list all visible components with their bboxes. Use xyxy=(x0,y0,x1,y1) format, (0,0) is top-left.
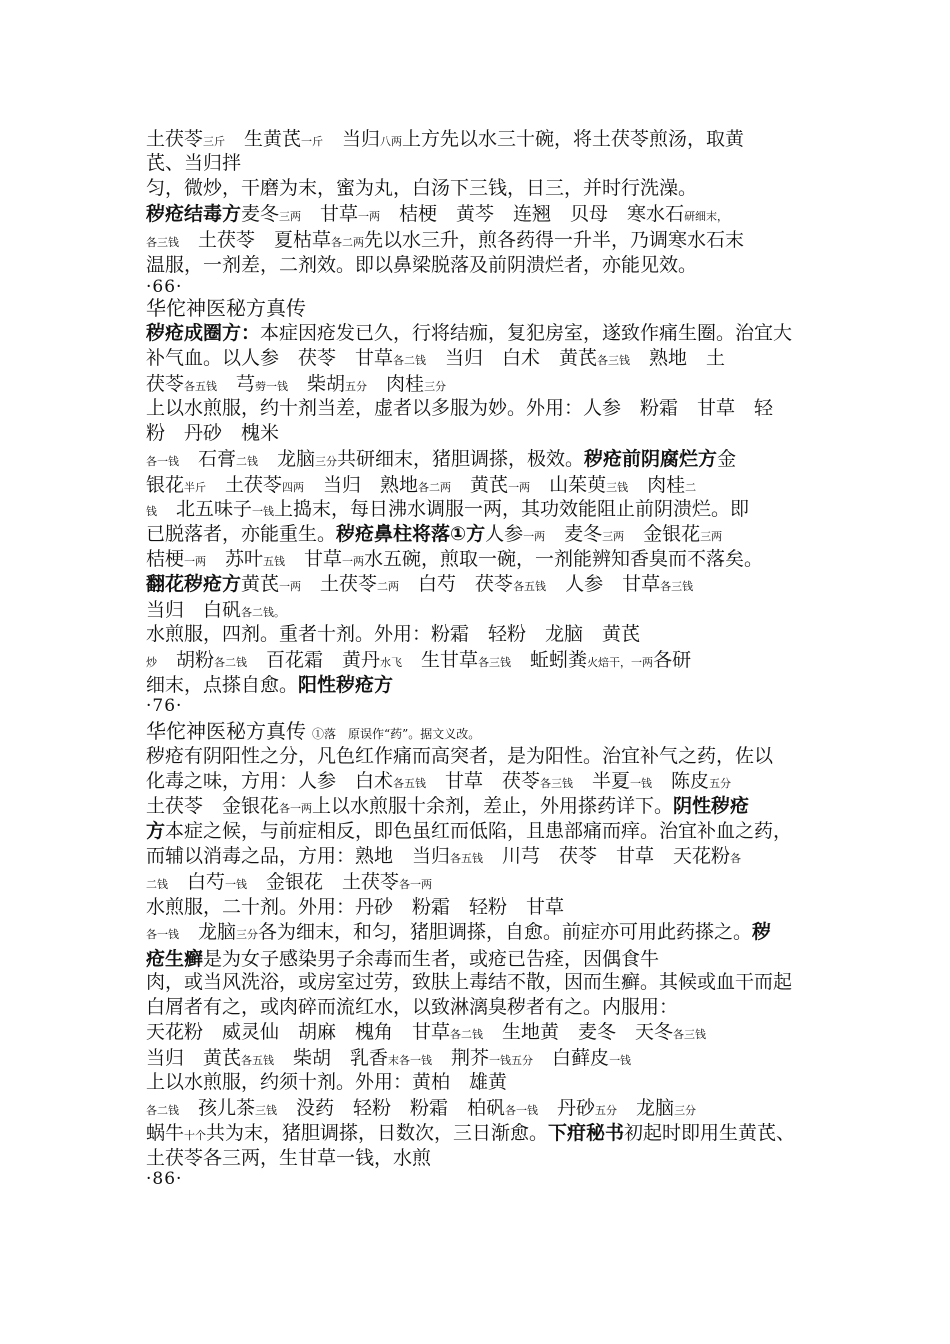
text-line xyxy=(146,769,731,796)
text-run: 各研 xyxy=(653,649,692,671)
text-line xyxy=(146,572,693,599)
small-annotation: 各二钱。 xyxy=(241,606,286,619)
text-run: 当归 黄芪 xyxy=(146,1047,242,1069)
small-annotation: 各二两 xyxy=(331,236,365,249)
text-line xyxy=(146,1166,182,1191)
text-line xyxy=(146,522,722,549)
text-run: 匀，微炒，干磨为末，蜜为丸，白汤下三钱，日三，并时行洗澡。 xyxy=(146,177,698,199)
text-line xyxy=(146,396,773,420)
small-annotation: 各三钱 xyxy=(540,777,574,790)
page-number: ·76· xyxy=(146,696,183,716)
small-annotation: 一斤 xyxy=(301,135,324,148)
text-run: 白屑者有之，或肉碎而流红水，以致淋漓臭秽者有之。内服用： xyxy=(146,996,679,1018)
text-run: 白芍 茯苓 xyxy=(399,573,514,595)
text-line xyxy=(146,127,744,154)
small-annotation: 末各一钱 xyxy=(388,1054,433,1067)
small-annotation: 三钱 xyxy=(606,481,629,494)
text-run: 银花 xyxy=(146,474,185,496)
small-annotation: 各五钱 xyxy=(184,380,218,393)
text-line xyxy=(146,151,241,175)
text-line xyxy=(146,719,480,746)
text-line xyxy=(146,473,696,500)
text-run: 生地黄 麦冬 天冬 xyxy=(483,1021,674,1043)
text-run: 土茯苓 夏枯草 xyxy=(179,229,332,251)
text-run: 甘草 茯苓 xyxy=(426,770,541,792)
small-annotation: 一钱 xyxy=(630,777,653,790)
text-line xyxy=(146,1096,696,1123)
text-run: 麦冬 xyxy=(545,523,603,545)
text-run: 水煎服，二十剂。外用：丹砂 粉霜 轻粉 甘草 xyxy=(146,896,565,918)
prescription-heading: 秽疮结毒方 xyxy=(146,203,242,225)
text-run: 先以水三升，煎各药得一升半，乃调寒水石末 xyxy=(364,229,745,251)
small-annotation: 各一两 xyxy=(399,878,433,891)
text-run: 而辅以消毒之品，方用：熟地 当归 xyxy=(146,845,451,867)
text-run: 当归 白术 黄芪 xyxy=(426,347,598,369)
small-annotation: 一两 xyxy=(342,555,365,568)
text-line xyxy=(146,202,728,229)
text-line xyxy=(146,648,691,675)
small-annotation: 一两 xyxy=(279,580,302,593)
text-line xyxy=(146,947,659,971)
text-run: 半夏 xyxy=(573,770,631,792)
small-annotation: 二钱 xyxy=(146,878,168,891)
text-run: 当归 熟地 xyxy=(304,474,419,496)
small-annotation: 一两 xyxy=(184,555,207,568)
small-annotation: 十个 xyxy=(184,1129,207,1142)
text-run: 化毒之味，方用：人参 白术 xyxy=(146,770,394,792)
text-run: 龙脑 xyxy=(258,448,316,470)
text-run: 丹砂 xyxy=(538,1097,596,1119)
text-run: 甘草 xyxy=(285,548,343,570)
text-line xyxy=(146,1020,706,1047)
text-run: 补气血。以人参 茯苓 甘草 xyxy=(146,347,394,369)
small-annotation: 一钱 xyxy=(225,878,248,891)
text-run: 麦冬 xyxy=(241,203,280,225)
text-line xyxy=(146,870,432,897)
text-run: 水五碗，煎取一碗，一剂能辨知香臭而不落矣。 xyxy=(364,548,764,570)
prescription-heading: 翻花秽疮方 xyxy=(146,573,242,595)
small-annotation: 一两 xyxy=(358,210,381,223)
text-line xyxy=(146,970,792,994)
small-annotation: 一两 xyxy=(508,481,531,494)
text-line xyxy=(146,228,744,255)
text-run: 细末，点搽自愈。 xyxy=(146,674,299,696)
text-run: 山茱萸 xyxy=(530,474,607,496)
text-line xyxy=(146,372,446,399)
text-run: 芎 xyxy=(217,373,256,395)
text-line xyxy=(146,176,697,200)
text-run: 秽疮有阴阳性之分，凡色红作痛而高突者，是为阳性。治宜补气之药，佐以 xyxy=(146,745,774,767)
small-annotation: 二两 xyxy=(377,580,400,593)
text-run: 已脱落者，亦能重生。 xyxy=(146,523,337,545)
small-annotation: 䓖一钱 xyxy=(255,380,289,393)
small-annotation: 研细末， xyxy=(684,210,729,223)
text-run: 金银花 土茯苓 xyxy=(247,871,400,893)
text-run: 生黄芪 xyxy=(225,128,302,150)
text-line xyxy=(146,253,697,277)
text-run: 各为细末，和匀，猪胆调搽，自愈。前症亦可用此药搽之。 xyxy=(258,921,753,943)
small-annotation: 五钱 xyxy=(263,555,286,568)
small-annotation: 各一钱 xyxy=(146,928,179,941)
text-line xyxy=(146,693,182,718)
text-run: 水煎服，四剂。重者十剂。外用：粉霜 轻粉 龙脑 黄芪 xyxy=(146,623,641,645)
text-line xyxy=(146,321,792,345)
text-run: 陈皮 xyxy=(652,770,710,792)
small-annotation: 五分 xyxy=(595,1104,618,1117)
text-run: 共为末，猪胆调搽，日数次，三日渐愈。 xyxy=(206,1122,549,1144)
text-run: 金银花 xyxy=(624,523,701,545)
small-annotation: 二钱 xyxy=(236,455,259,468)
small-annotation: 各二钱 xyxy=(393,354,427,367)
running-title: 华佗神医秘方真传 xyxy=(146,719,306,743)
small-annotation: 各一两 xyxy=(279,802,313,815)
prescription-heading: 秽 xyxy=(752,921,772,943)
text-run: 土茯苓 xyxy=(206,474,283,496)
page-number: ·66· xyxy=(146,277,183,297)
small-annotation: 三钱 xyxy=(255,1104,278,1117)
text-run: 初起时即用生黄芪、 xyxy=(624,1122,796,1144)
small-annotation: 各三钱 xyxy=(673,1028,707,1041)
text-run: 没药 轻粉 粉霜 柏矾 xyxy=(277,1097,506,1119)
small-annotation: 各三钱 xyxy=(478,656,512,669)
small-annotation: 各一钱 xyxy=(146,455,179,468)
text-run: 黄芪 xyxy=(241,573,280,595)
footnote: ①落 原误作“药”。据文义改。 xyxy=(312,727,481,741)
text-run: 温服，一剂差，二剂效。即以鼻梁脱落及前阴溃烂者，亦能见效。 xyxy=(146,254,698,276)
text-run: 荆芥 xyxy=(432,1047,490,1069)
small-annotation: 一钱 xyxy=(252,505,275,518)
small-annotation: 五分 xyxy=(345,380,368,393)
prescription-heading: 秽疮前阴腐烂方 xyxy=(584,448,718,470)
text-run: 共研细末，猪胆调搽，极效。 xyxy=(337,448,585,470)
small-annotation: 三两 xyxy=(279,210,302,223)
text-run: 当归 xyxy=(323,128,381,150)
small-annotation: 各五钱 xyxy=(393,777,427,790)
text-line xyxy=(146,920,771,947)
text-run: 上以水煎服，约十剂当差，虚者以多服为妙。外用：人参 粉霜 甘草 轻 xyxy=(146,397,774,419)
text-run: 蚯蚓粪 xyxy=(511,649,588,671)
small-annotation: 钱 xyxy=(146,505,157,518)
text-line xyxy=(146,844,741,871)
text-line xyxy=(146,895,564,919)
prescription-heading: 下疳秘书 xyxy=(548,1122,625,1144)
text-run: 肉桂 xyxy=(628,474,686,496)
small-annotation: 各 xyxy=(730,852,742,865)
page-number: ·86· xyxy=(146,1169,183,1189)
text-line xyxy=(146,1070,507,1094)
text-run: 石膏 xyxy=(179,448,237,470)
small-annotation: 三分 xyxy=(236,928,259,941)
text-run: 白芍 xyxy=(168,871,226,893)
text-run: 北五味子 xyxy=(157,498,253,520)
text-run: 土茯苓 xyxy=(301,573,378,595)
small-annotation: 一钱五分 xyxy=(489,1054,534,1067)
text-line xyxy=(146,598,285,625)
small-annotation: 八两 xyxy=(380,135,403,148)
text-line xyxy=(146,819,792,843)
text-run: 是为女子感染男子余毒而生者，或疮已告痊，因偶食牛 xyxy=(203,948,660,970)
text-run: 上方先以水三十碗，将土茯苓煎汤，取黄 xyxy=(402,128,745,150)
text-run: 芪、当归拌 xyxy=(146,152,242,174)
text-run: 白藓皮 xyxy=(533,1047,610,1069)
text-run: 龙脑 xyxy=(179,921,237,943)
small-annotation: 各二两 xyxy=(418,481,452,494)
text-run: 土茯苓 xyxy=(146,128,204,150)
text-line xyxy=(146,673,393,697)
text-run: 熟地 土 xyxy=(630,347,726,369)
text-run: 上捣末，每日沸水调服一两，其功效能阻止前阴溃烂。即 xyxy=(274,498,750,520)
text-run: 上以水煎服十余剂，差止，外用搽药详下。 xyxy=(312,795,674,817)
text-line xyxy=(146,1121,795,1148)
small-annotation: 各二钱 xyxy=(214,656,248,669)
text-line xyxy=(146,447,736,474)
small-annotation: 三分 xyxy=(424,380,447,393)
text-run: 天花粉 威灵仙 胡麻 槐角 甘草 xyxy=(146,1021,451,1043)
text-run: 上以水煎服，约须十剂。外用：黄柏 雄黄 xyxy=(146,1071,508,1093)
small-annotation: 一钱 xyxy=(609,1054,632,1067)
prescription-heading: 阴性秽疮 xyxy=(673,795,750,817)
text-run: 孩儿茶 xyxy=(179,1097,256,1119)
text-run: 茯苓 xyxy=(146,373,185,395)
small-annotation: 各五钱 xyxy=(450,852,484,865)
small-annotation: 各二钱 xyxy=(450,1028,484,1041)
small-annotation: 三分 xyxy=(315,455,338,468)
text-run: 黄芪 xyxy=(451,474,509,496)
small-annotation: 水飞 xyxy=(380,656,403,669)
small-annotation: 三两 xyxy=(700,530,723,543)
text-line xyxy=(146,296,306,321)
text-run: 甘草 xyxy=(301,203,359,225)
prescription-heading: 秽疮成圈方： xyxy=(146,322,261,344)
small-annotation: 三两 xyxy=(602,530,625,543)
small-annotation: 二 xyxy=(685,481,697,494)
text-run: 柴胡 乳香 xyxy=(274,1047,389,1069)
text-run: 肉桂 xyxy=(367,373,425,395)
text-run: 金 xyxy=(717,448,737,470)
text-run: 桔梗 黄芩 连翘 贝母 寒水石 xyxy=(380,203,685,225)
text-run: 土茯苓 金银花 xyxy=(146,795,280,817)
text-run: 苏叶 xyxy=(206,548,264,570)
small-annotation: 三斤 xyxy=(203,135,226,148)
small-annotation: 各三钱 xyxy=(660,580,694,593)
prescription-heading: 秽疮鼻柱将落①方 xyxy=(336,523,486,545)
small-annotation: 各五钱 xyxy=(513,580,547,593)
small-annotation: 各三钱 xyxy=(597,354,631,367)
prescription-heading: 方 xyxy=(146,820,166,842)
text-run: 当归 白矾 xyxy=(146,599,242,621)
small-annotation: 各五钱 xyxy=(241,1054,275,1067)
text-run: 胡粉 xyxy=(157,649,215,671)
small-annotation: 各三钱 xyxy=(146,236,179,249)
text-run: 蜗牛 xyxy=(146,1122,185,1144)
text-run: 人参 甘草 xyxy=(546,573,661,595)
text-line xyxy=(146,421,279,445)
small-annotation: 四两 xyxy=(282,481,305,494)
text-line xyxy=(146,1046,631,1073)
text-line xyxy=(146,744,773,768)
text-run: 柴胡 xyxy=(288,373,346,395)
text-line xyxy=(146,622,640,646)
text-run: 桔梗 xyxy=(146,548,185,570)
running-title: 华佗神医秘方真传 xyxy=(146,296,306,320)
text-run: 本症因疮发已久，行将结痂，复犯房室，遂致作痛生圈。治宜大 xyxy=(260,322,793,344)
small-annotation: 一两 xyxy=(523,530,546,543)
prescription-heading: 疮生癣 xyxy=(146,948,204,970)
text-line xyxy=(146,1146,431,1170)
small-annotation: 各二钱 xyxy=(146,1104,179,1117)
small-annotation: 半斤 xyxy=(184,481,207,494)
small-annotation: 炒 xyxy=(146,656,157,669)
text-run: 川芎 茯苓 甘草 天花粉 xyxy=(483,845,731,867)
text-line xyxy=(146,995,678,1019)
text-line xyxy=(146,497,749,524)
small-annotation: 火焙干，一两 xyxy=(587,656,654,669)
small-annotation: 各一钱 xyxy=(505,1104,539,1117)
text-run: 粉 丹砂 槐米 xyxy=(146,422,280,444)
text-run: 龙脑 xyxy=(617,1097,675,1119)
text-line xyxy=(146,346,725,373)
prescription-heading: 阳性秽疮方 xyxy=(298,674,394,696)
text-run: 土茯苓各三两，生甘草一钱，水煎 xyxy=(146,1147,432,1169)
text-run: 百花霜 黄丹 xyxy=(247,649,381,671)
text-line xyxy=(146,794,749,821)
text-run: 本症之候，与前症相反，即色虽红而低陷，且患部痛而痒。治宜补血之药， xyxy=(165,820,793,842)
text-run: 肉，或当风洗浴，或房室过劳，致肤上毒结不散，因而生癣。其候或血干而起 xyxy=(146,971,793,993)
small-annotation: 五分 xyxy=(709,777,732,790)
text-run: 生甘草 xyxy=(402,649,479,671)
text-line xyxy=(146,547,763,574)
text-run: 人参 xyxy=(485,523,524,545)
small-annotation: 三分 xyxy=(674,1104,697,1117)
